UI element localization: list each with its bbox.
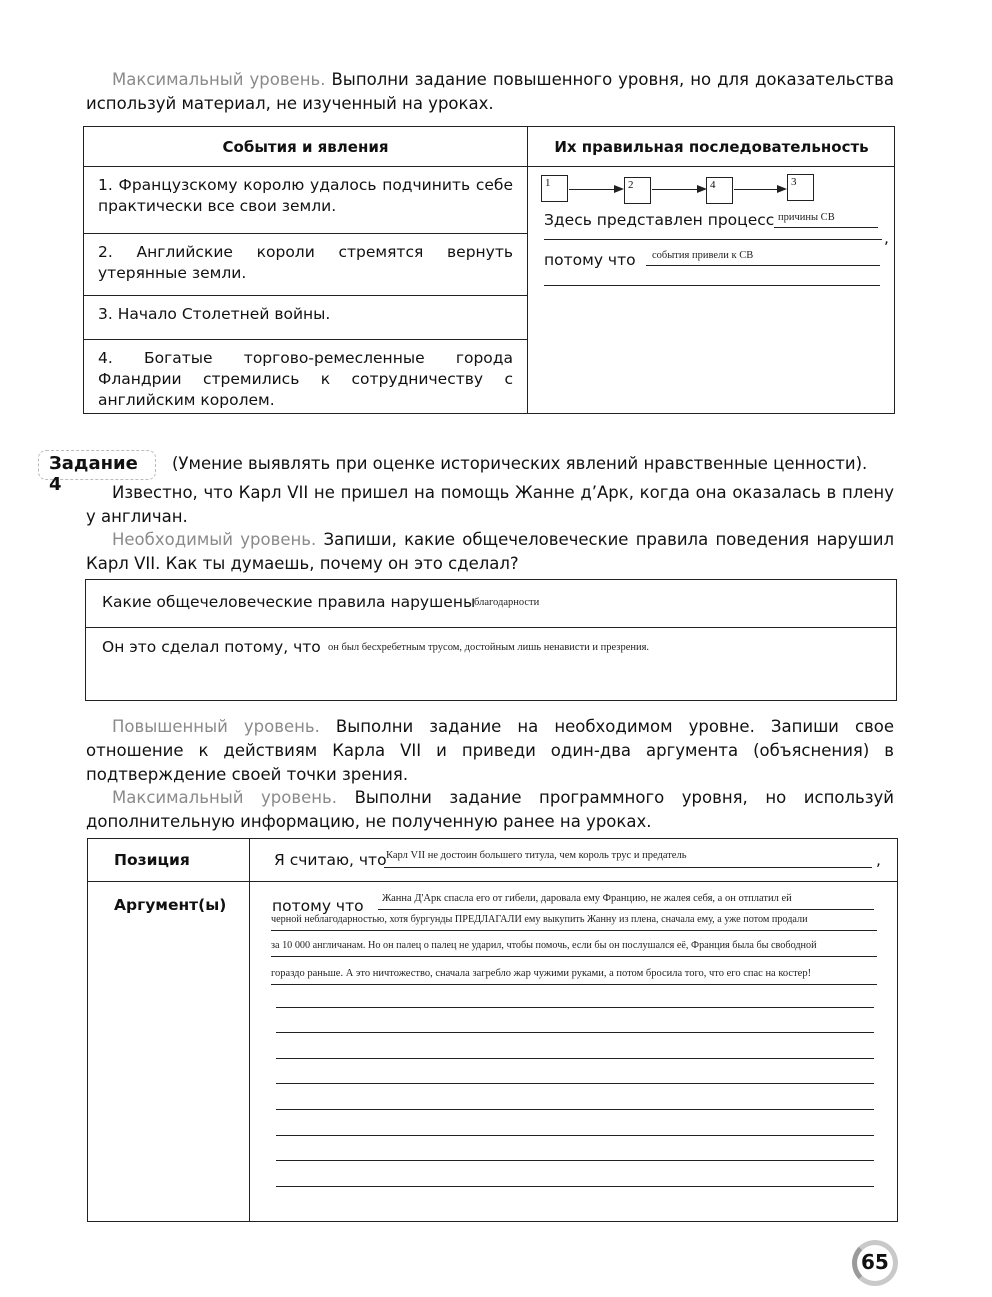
level-label: Максимальный уровень. [112, 788, 338, 807]
because-label: потому что [544, 251, 636, 269]
level-label: Необходимый уровень. [112, 530, 317, 549]
comma: , [876, 851, 881, 869]
answer-line[interactable] [276, 1083, 874, 1084]
intro-paragraph [86, 68, 894, 116]
level-label: Максимальный уровень. [112, 70, 326, 89]
position-answer: Карл VII не достоин большего титула, чем король трус и предатель [386, 850, 687, 861]
because-prefix: потому что [272, 897, 364, 915]
sequence-box-4[interactable]: 3 [787, 174, 814, 201]
comma: , [884, 229, 889, 247]
because-answer: события привели к СВ [652, 250, 754, 261]
sequence-box-3[interactable]: 4 [706, 177, 733, 204]
argument-line-4[interactable]: гораздо раньше. А это ничтожество, сначала загребло жар чужими руками, а потом бросила того, что его спас на костер! [271, 966, 877, 985]
column-divider [527, 127, 528, 413]
rules-table [85, 579, 897, 701]
page-number: 65 [861, 1250, 889, 1274]
task-title-tag [38, 450, 156, 495]
answer-line[interactable] [276, 1007, 874, 1008]
process-label: Здесь представлен процесс [544, 211, 775, 229]
rules-row [86, 580, 896, 628]
answer-line[interactable] [544, 239, 882, 240]
answer-line[interactable] [276, 1160, 874, 1161]
event-item-4: 4. Богатые торгово-ремесленные города Фландрии стремились к сотрудничеству с английским королем. [98, 349, 513, 409]
process-answer-field[interactable] [774, 211, 878, 228]
sequence-box-2[interactable]: 2 [624, 177, 651, 204]
header-events: События и явления [222, 138, 389, 156]
advanced-level-paragraph [86, 715, 894, 787]
events-sequence-table [83, 126, 895, 414]
process-answer: причины СВ [778, 212, 835, 223]
answer-line[interactable] [276, 1058, 874, 1059]
answer-line[interactable] [276, 1109, 874, 1110]
sequence-box-1[interactable]: 1 [541, 175, 568, 202]
event-item-3: 3. Начало Столетней войны. [84, 296, 527, 340]
position-answer-field[interactable] [384, 849, 872, 868]
position-prefix: Я считаю, что [274, 851, 387, 869]
reason-label: Он это сделал потому, что [102, 638, 321, 656]
argument-line-3[interactable]: за 10 000 англичанам. Но он палец о палец не ударил, чтобы помочь, если бы он послушался её, Франция была бы свободной [271, 939, 877, 957]
arguments-header: Аргумент(ы) [114, 896, 227, 914]
arrow-icon [569, 189, 622, 190]
page-number-badge [852, 1240, 902, 1286]
argument-line-1[interactable]: Жанна Д'Арк спасла его от гибели, даровала ему Францию, не жалея себя, а он отплатил ей [378, 892, 874, 910]
column-divider [249, 839, 250, 1221]
rules-answer[interactable]: благодарности [474, 597, 540, 608]
position-row [88, 839, 897, 882]
rules-label: Какие общечеловеческие правила нарушены [102, 593, 476, 611]
task-title: Задание 4 [49, 453, 138, 495]
position-header: Позиция [114, 851, 190, 869]
argument-line-2[interactable]: черной неблагодарностью, хотя бургунды ПРЕДЛАГАЛИ ему выкупить Жанну из плена, сначала ему, а уже потом продали [271, 913, 877, 931]
answer-line[interactable] [276, 1135, 874, 1136]
max-level-text: Выполни задание программного уровня, но используй дополнительную информацию, не полученную ранее на уроках. [86, 788, 895, 831]
answer-line[interactable] [276, 1032, 874, 1033]
level-label: Повышенный уровень. [112, 717, 320, 736]
answer-line[interactable] [544, 285, 880, 286]
position-arguments-table [87, 838, 898, 1222]
required-level-text: Запиши, какие общечеловеческие правила поведения нарушил Карл VII. Как ты думаешь, почему он это сделал? [86, 530, 895, 573]
reason-answer[interactable]: он был бесхребетным трусом, достойным лишь ненависти и презрения. [328, 642, 650, 653]
event-item-2: 2. Английские короли стремятся вернуть утерянные земли. [84, 234, 527, 296]
max-level-paragraph [86, 786, 894, 834]
table-header-row [84, 127, 894, 167]
answer-line[interactable] [276, 1186, 874, 1187]
required-level-paragraph [86, 528, 894, 576]
advanced-level-text: Выполни задание на необходимом уровне. Запиши свое отношение к действиям Карла VII и приведи один-два аргумента (объяснения) в подтверждение своей точки зрения. [86, 717, 894, 784]
task-intro: Известно, что Карл VII не пришел на помощь Жанне д’Арк, когда она оказалась в плену у англичан. [86, 483, 894, 526]
header-sequence: Их правильная последовательность [554, 138, 869, 156]
event-item-1: 1. Французскому королю удалось подчинить себе практически все свои земли. [84, 167, 527, 234]
because-answer-field[interactable] [646, 249, 880, 266]
task-subtitle: (Умение выявлять при оценке исторических явлений нравственные ценности). [172, 454, 868, 473]
arrow-icon [652, 189, 705, 190]
arrow-icon [734, 189, 785, 190]
intro-text: Выполни задание повышенного уровня, но для доказательства используй материал, не изученный на уроках. [86, 70, 894, 113]
